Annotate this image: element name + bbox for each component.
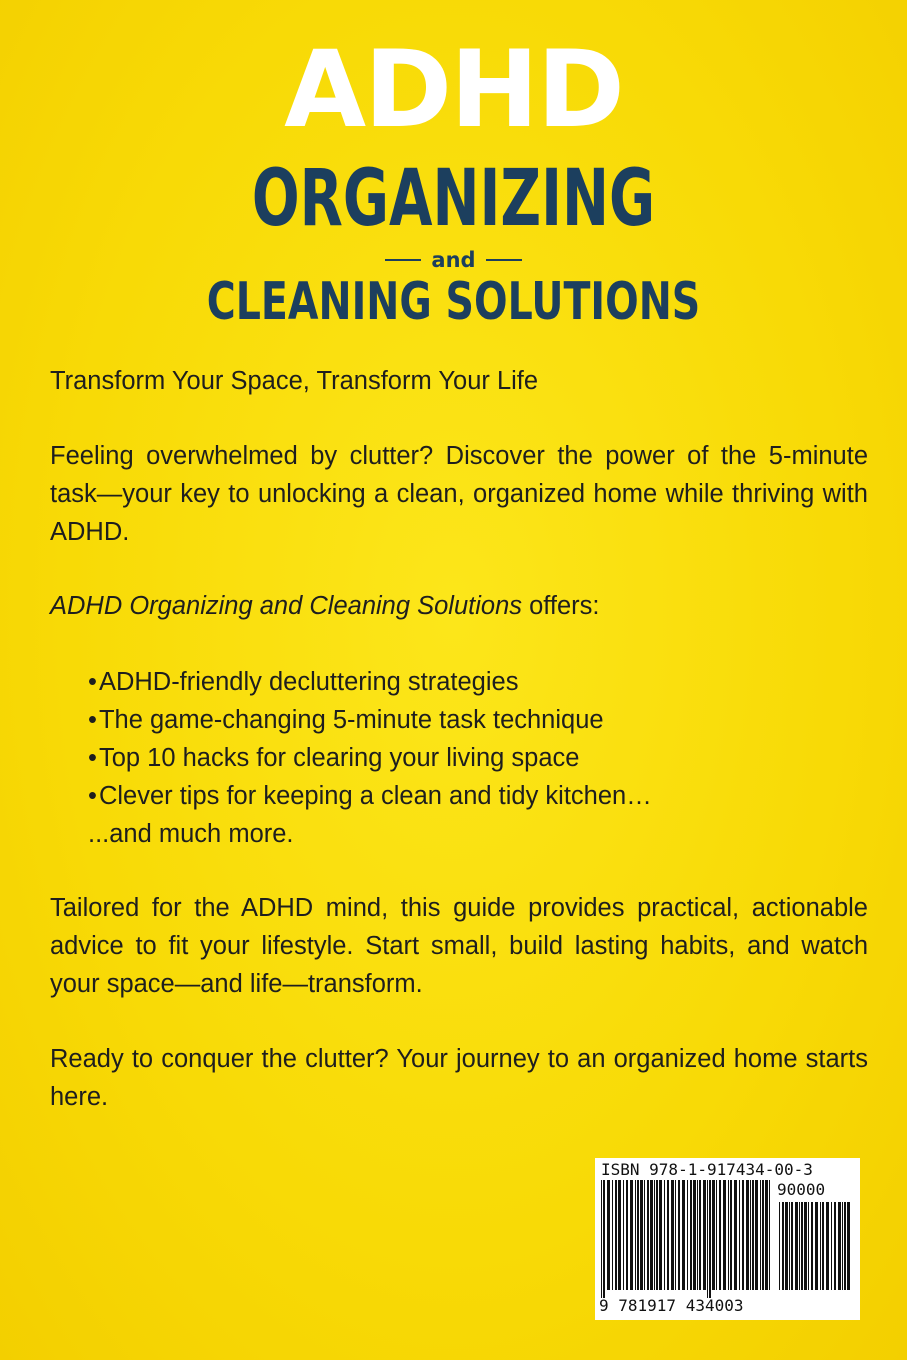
isbn-number: ISBN 978-1-917434-00-3 [601,1160,813,1179]
barcode-bar [719,1180,721,1290]
barcode-bar [687,1180,688,1290]
barcode-bar [644,1180,645,1290]
barcode-bar [785,1202,788,1290]
barcode-bar [755,1180,758,1290]
barcode-bar [746,1180,749,1290]
barcode-bar [612,1180,613,1290]
barcode-bar [834,1202,836,1290]
barcode-bar [820,1202,821,1290]
feature-item: • The game-changing 5-minute task technique [88,701,868,739]
barcode-bar [615,1180,617,1290]
barcode-bar [826,1202,829,1290]
barcode-bar [682,1180,685,1290]
barcode-bar [847,1202,850,1290]
feature-more: ...and much more. [88,820,294,848]
barcode-bar [659,1180,662,1290]
barcode-bar [730,1180,732,1290]
barcode-bar [750,1180,751,1290]
barcode-bar [716,1180,717,1290]
barcode-bar [690,1180,692,1290]
title-organizing: ORGANIZING [251,154,656,244]
barcode-bar [650,1180,653,1290]
barcode-bar [815,1202,818,1290]
addon-barcode-bars [779,1202,851,1298]
barcode-bar [671,1180,674,1290]
barcode-bar [779,1202,780,1290]
barcode-bar [603,1180,605,1298]
barcode-bar [618,1180,621,1290]
barcode-bar [626,1180,628,1290]
barcode-bar [782,1202,784,1290]
barcode-bar [838,1202,841,1290]
barcode-bar [822,1202,824,1290]
barcode-bar [844,1202,846,1290]
feature-item: • ADHD-friendly decluttering strategies [88,663,868,701]
barcode-bar [811,1202,813,1290]
barcode-bar [699,1180,701,1290]
feature-item: • Clever tips for keeping a clean and tidy kitchen… [88,777,868,815]
blurb-tailored: Tailored for the ADHD mind, this guide provides practical, actionable advice to fit your lifestyle. Start small, build lasting habits, and watch your space—and life—transform. [50,894,868,998]
blurb-tagline: Transform Your Space, Transform Your Life [50,367,539,395]
barcode-bar [647,1180,649,1290]
barcode-bar [760,1180,761,1290]
barcode-bar [654,1180,655,1290]
barcode-bar [765,1180,768,1290]
blurb-intro: Feeling overwhelmed by clutter? Discover the power of the 5-minute task—your key to unlocking a clean, organized home while thriving with ADHD. [50,442,868,546]
barcode-bar [789,1202,790,1290]
blurb-offers-line [50,587,868,625]
title-adhd: ADHD [284,28,623,151]
title-cleaning-solutions: CLEANING SOLUTIONS [206,272,701,332]
offers-suffix: offers: [522,592,600,620]
connector-line-left [385,259,421,261]
feature-item: • Top 10 hacks for clearing your living space [88,739,868,777]
barcode-bar [656,1180,658,1290]
blurb-ready: Ready to conquer the clutter? Your journey to an organized home starts here. [50,1045,868,1111]
barcode-bar [637,1180,639,1290]
barcode-bar [667,1180,669,1290]
connector-line-right [486,259,522,261]
barcode-bar [842,1202,843,1290]
barcode-bar [723,1180,726,1290]
barcode-bars [601,1180,773,1298]
barcode-bar [623,1180,624,1290]
barcode-bar [762,1180,764,1290]
barcode-bar [799,1202,800,1290]
barcode-bar [703,1180,706,1290]
barcode-bar [728,1180,729,1290]
barcode-bar [693,1180,696,1290]
barcode-bar [801,1202,803,1290]
barcode-bar [697,1180,698,1290]
barcode-bar [635,1180,636,1290]
barcode-bar [808,1202,809,1290]
barcode-bar [664,1180,665,1290]
offers-book-title: ADHD Organizing and Cleaning Solutions [50,592,523,620]
title-and: and [431,248,476,272]
barcode-bar [795,1202,798,1290]
feature-list [88,663,868,853]
barcode-bar [630,1180,633,1290]
barcode-bar [791,1202,793,1290]
price-code: 90000 [777,1180,826,1199]
barcode-bar [675,1180,676,1290]
barcode-bar [742,1180,744,1290]
barcode-bar [712,1180,715,1290]
barcode-bar [831,1202,832,1290]
barcode-bar [709,1180,711,1298]
isbn-barcode [595,1158,860,1320]
barcode-bar [678,1180,680,1290]
barcode-bar [739,1180,740,1290]
barcode-bar [752,1180,754,1290]
barcode-bar [707,1180,708,1298]
barcode-bar [769,1180,770,1290]
barcode-bar [607,1180,610,1290]
barcode-bar [601,1180,602,1298]
barcode-bar [734,1180,737,1290]
barcode-digits: 9 781917 434003 [599,1296,744,1315]
barcode-bar [804,1202,807,1290]
barcode-bar [640,1180,643,1290]
